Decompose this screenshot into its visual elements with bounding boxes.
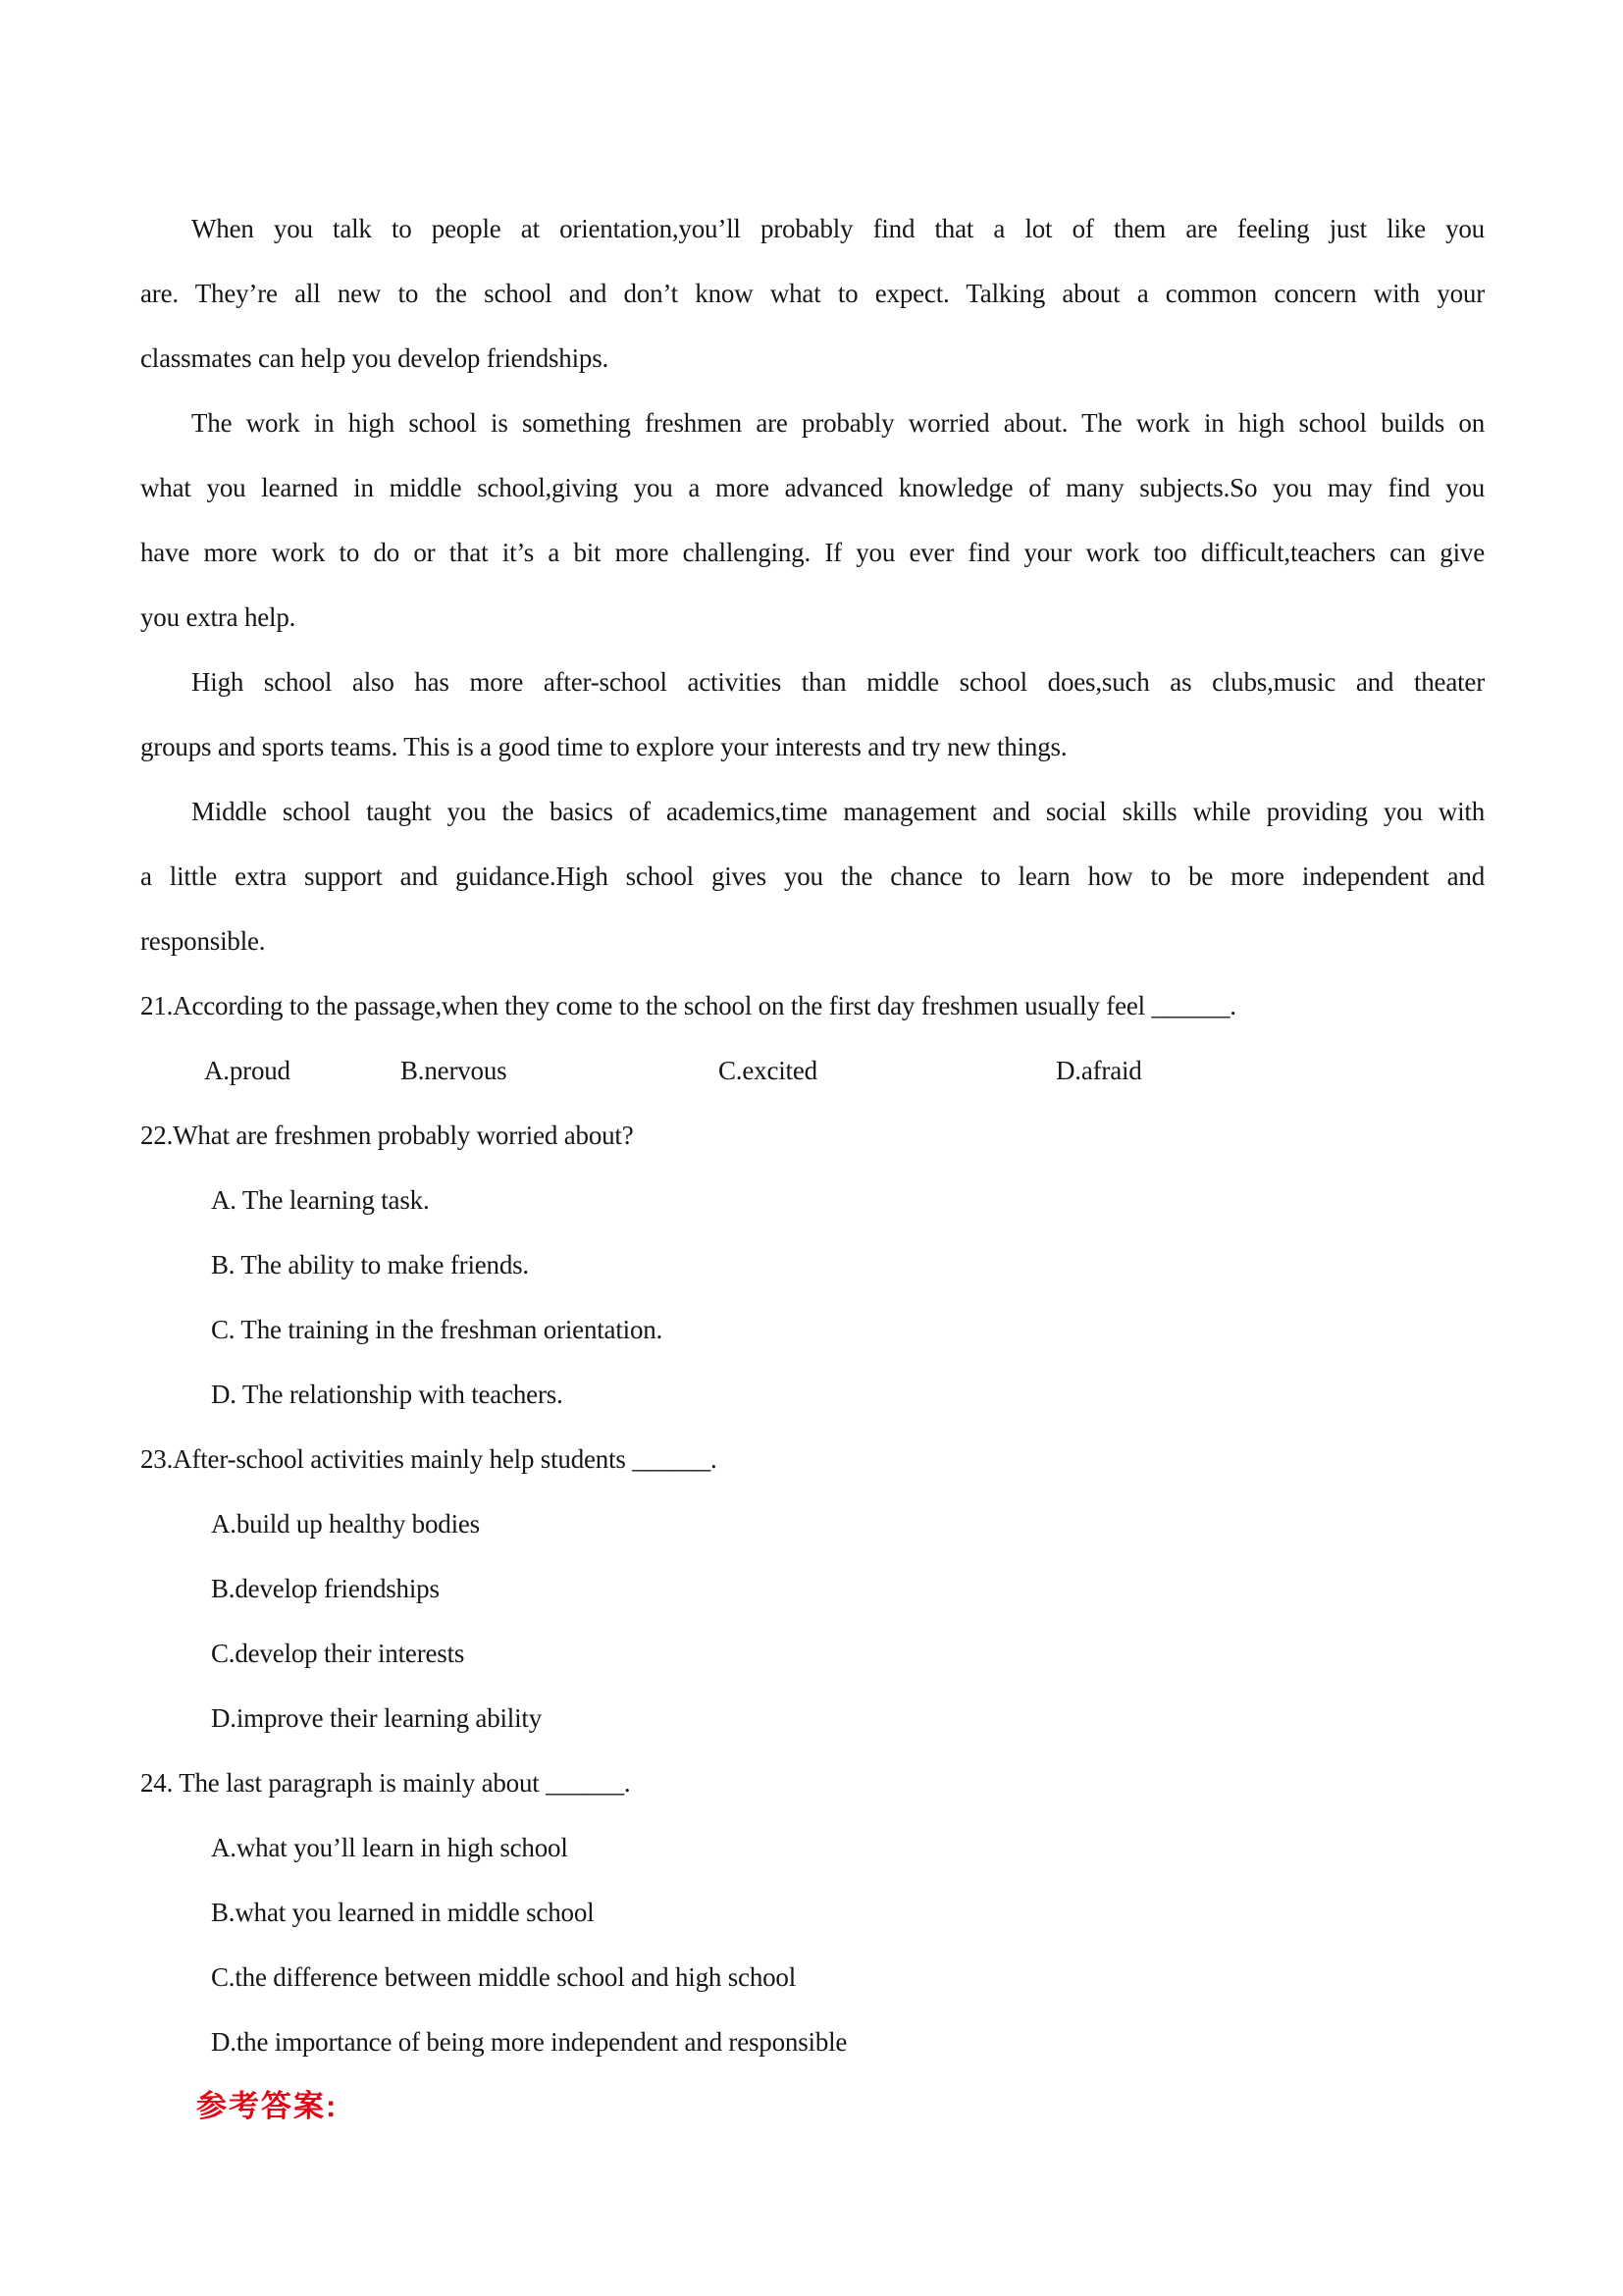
question-21-option-A: A.proud	[204, 1056, 290, 1085]
document-page	[140, 196, 1485, 2139]
passage-p2-line2: what you learned in middle school,giving you a more advanced knowledge of many subjects.So you may find you	[140, 473, 1485, 502]
question-24-option-C: C.the difference between middle school and high school	[211, 1962, 797, 1992]
question-22-option-C: C. The training in the freshman orientation.	[211, 1315, 663, 1344]
question-22-option-A: A. The learning task.	[211, 1185, 430, 1215]
question-23-option-C: C.develop their interests	[211, 1639, 465, 1668]
question-23-option-D: D.improve their learning ability	[211, 1703, 543, 1733]
passage-p4-line1: Middle school taught you the basics of academics,time management and social skills while providing you with	[191, 797, 1485, 826]
question-24-option-B: B.what you learned in middle school	[211, 1898, 595, 1927]
question-21-option-D: D.afraid	[1056, 1056, 1142, 1085]
question-21	[140, 973, 1485, 1103]
passage-p2-line1: The work in high school is something freshmen are probably worried about. The work in high school builds on	[191, 408, 1485, 438]
questions	[140, 973, 1485, 2074]
passage-p3-line2: groups and sports teams. This is a good time to explore your interests and try new things.	[140, 732, 1068, 761]
question-21-stem: 21.According to the passage,when they come to the school on the first day freshmen usually feel ______.	[140, 991, 1236, 1020]
question-21-option-C: C.excited	[718, 1056, 817, 1085]
question-23-stem: 23.After-school activities mainly help students ______.	[140, 1444, 717, 1474]
question-21-option-B: B.nervous	[400, 1056, 507, 1085]
question-24-option-D: D.the importance of being more independent and responsible	[211, 2027, 848, 2057]
answers-header: 参考答案:	[196, 2089, 339, 2123]
question-23	[140, 1427, 1485, 1750]
question-24-option-A: A.what you’ll learn in high school	[211, 1833, 568, 1862]
passage-p2-line4: you extra help.	[140, 602, 296, 632]
question-22-stem: 22.What are freshmen probably worried about?	[140, 1121, 634, 1150]
question-22-option-D: D. The relationship with teachers.	[211, 1380, 563, 1409]
question-21-options	[140, 1038, 1485, 1103]
passage-p3-line1: High school also has more after-school activities than middle school does,such as clubs,music and theater	[191, 667, 1485, 697]
question-24-stem: 24. The last paragraph is mainly about ______.	[140, 1768, 631, 1798]
passage	[140, 196, 1485, 973]
passage-p4-line3: responsible.	[140, 926, 266, 956]
passage-p1-line2: are. They’re all new to the school and don’t know what to expect. Talking about a common concern with your	[140, 279, 1485, 308]
question-22-option-B: B. The ability to make friends.	[211, 1250, 529, 1279]
passage-p1-line1: When you talk to people at orientation,you’ll probably find that a lot of them are feeling just like you	[191, 214, 1485, 243]
question-23-option-A: A.build up healthy bodies	[211, 1509, 480, 1539]
question-24	[140, 1750, 1485, 2074]
passage-p1-line3: classmates can help you develop friendships.	[140, 343, 609, 373]
question-23-option-B: B.develop friendships	[211, 1574, 440, 1603]
question-22	[140, 1103, 1485, 1427]
passage-p2-line3: have more work to do or that it’s a bit more challenging. If you ever find your work too difficult,teachers can give	[140, 538, 1485, 567]
passage-p4-line2: a little extra support and guidance.High school gives you the chance to learn how to be more independent and	[140, 861, 1485, 891]
